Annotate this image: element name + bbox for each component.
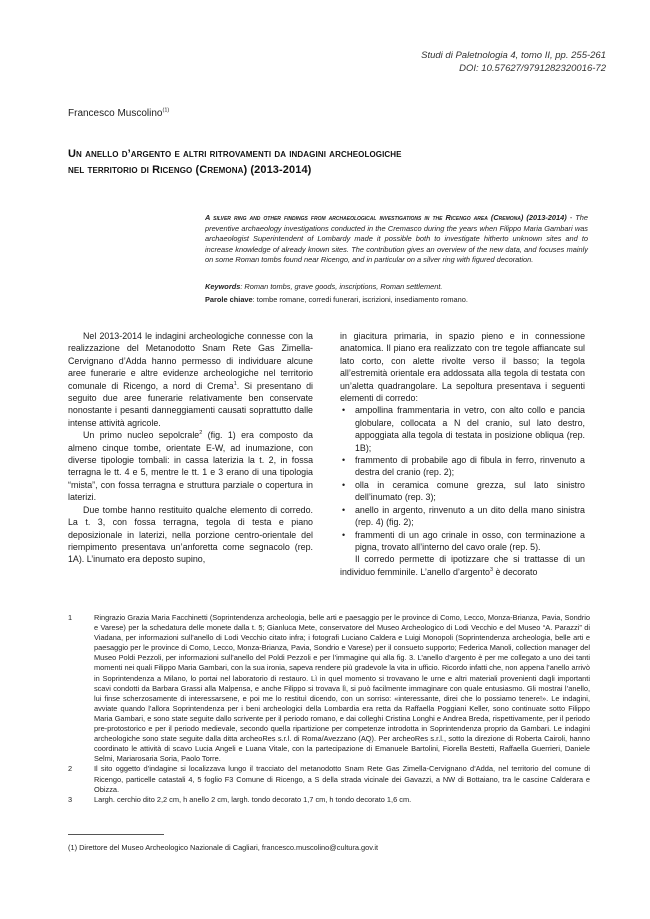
article-title <box>68 146 588 178</box>
footnote-number: 1 <box>68 613 73 622</box>
body-paragraph: Due tombe hanno restituito qualche elemento di corredo. La t. 3, con fossa terragna, tegola di testa e piano deposizionale in laterizi, nella porzione centro-orientale del riempimento presentava un’anforetta come segnacolo (rep. 1A). L’inumato era deposto supino, <box>68 504 313 565</box>
author-affiliation: (1) Direttore del Museo Archeologico Nazionale di Cagliari, francesco.muscolino@cultura.gov.it <box>68 843 379 852</box>
keywords-en-text: : Roman tombs, grave goods, inscriptions, Roman settlement. <box>240 282 443 291</box>
keywords-en <box>205 282 588 293</box>
body-paragraph <box>340 553 585 578</box>
author-name: Francesco Muscolino <box>68 108 163 119</box>
body-text: Il corredo permette di ipotizzare che si trattasse di un individuo femminile. L’anello d’argento <box>340 554 585 577</box>
footnote-number: 2 <box>68 764 73 774</box>
author-affiliation-mark: (1) <box>162 107 170 114</box>
keywords-it-text: : tombe romane, corredi funerari, iscrizioni, insediamento romano. <box>252 295 468 304</box>
body-text: Nel 2013-2014 le indagini archeologiche connesse con la realizzazione del Metanodotto Snam Rete Gas Zimella-Cervignano d’Adda hanno permesso di individuare alcune aree funerarie e altre evidenze archeologiche nel territorio comunale di Ricengo, a nord di Crema <box>68 331 313 391</box>
grave-goods-list <box>340 404 585 553</box>
footnote-text: Largh. cerchio dito 2,2 cm, h anello 2 cm, largh. tondo decorato 1,7 cm, h tondo decorato 1,6 cm. <box>94 794 412 804</box>
keywords-en-label: Keywords <box>205 282 241 291</box>
list-item: • ampollina frammentaria in vetro, con alto collo e pancia globulare, collocata a N del cranio, sul lato destro, appoggiata alla tegola di testata in posizione obliqua (rep. 1B); <box>340 404 585 454</box>
list-item: • olla in ceramica comune grezza, sul lato sinistro dell’inumato (rep. 3); <box>340 479 585 504</box>
body-text: . Si presentano di seguito due aree funerarie relativamente ben conservate nonostante i pesanti danneggiamenti causati soprattutto dalle intense attività agricole. <box>68 380 313 428</box>
body-paragraph <box>68 330 313 429</box>
keywords-it <box>205 295 588 306</box>
body-column-left <box>68 330 313 566</box>
affiliation-divider <box>68 834 164 835</box>
footnote-number: 3 <box>68 794 73 804</box>
abstract-heading: A silver ring and other findings from archaeological investigations in the Ricengo area (Cremona) (2013-2014) <box>205 213 567 222</box>
footnote-ref-2[interactable]: 2 <box>199 430 203 437</box>
footnote <box>68 613 590 764</box>
body-text: è decorato <box>493 566 538 577</box>
journal-doi: DOI: 10.57627/9791282320016-72 <box>459 62 606 74</box>
journal-citation: Studi di Paletnologia 4, tomo II, pp. 255-261 <box>421 50 606 61</box>
title-line-1: Un anello d’argento e altri ritrovamenti da indagini archeologiche <box>68 148 402 160</box>
footnote-text: Ringrazio Grazia Maria Facchinetti (Soprintendenza archeologia, belle arti e paesaggio per le province di Como, Lecco, Monza-Brianza, Pavia, Sondrio e Varese) per la schedatura delle monete dalla t. 5; Gianluca Mete, conservatore del Museo Archeologico di Lodi Vecchio e del Museo “A. Parazzi” di Viadana, per informazioni sull’anello di Lodi Vecchio citato infra; i fotografi Luciano Caldera e Luigi Monopoli (Soprintendenza archeologia, belle arti e paesaggio per le province di Como, Lecco, Monza-Brianza, Pavia, Sondrio e Varese) per il consueto supporto; Federica Manoli, collection manager del Museo Poldi Pezzoli, per informazioni sull’anello del Poldi Pezzoli e per l’immagine qui alla fig. 3. L’anello d’argento è per me collegato a uno dei tanti momenti nei quali Filippo Maria Gambari, con la sua ironia, sapeva rendere più gradevole la vita in ufficio. Ricordo infatti che, non appena l’anello arrivò in Soprintendenza a Milano, lo portai nel laboratorio di restauro. Lì in quel momento si trovavano le urne e altri materiali provenienti dagli importanti scavi condotti da Barbara Grassi alla Malpensa, e anche Filippo si trovava lì, si può facilmente immaginare con quale entusiasmo. Gli mostrai l’anello, lui finse scherzosamente di interessarsene, e poi me lo restituì dicendo, con un sorriso: «interessante, direi che lo possiamo tenere!». Le indagini, avviate quando l’allora Soprintendenza per i beni archeologici della Lombardia era retta da Raffaella Poggiani Keller, sono continuate sotto Filippo Maria Gambari, e sono state seguite dallo scrivente per il periodo romano, e dai colleghi Cristina Longhi e Andrea Breda, rispettivamente, per il periodo pre-protostorico e per il periodo medievale, secondo quella ripartizione per competenze introdotta in Soprintendenza proprio da Gambari. Le indagini archeologiche sono state seguite dalla ditta archeoRes s.r.l. di Roma/Avezzano (AQ). Per archeoRes s.r.l., sotto la direzione di Roberta Cairoli, hanno coordinato le attività di scavo Lucia Angeli e Luana Vitale, con la partecipazione di Emanuele Bartolini, Fiorella Bestetti, Raffaella Guerrieri, Daniele Selmi, Mariarosaria Soria, Paolo Torre. <box>94 613 590 764</box>
abstract-text: - The preventive archaeology investigations conducted in the Cremasco during the years when Filippo Maria Gambari was archaeologist Superintendent of Lombardy made it possible both to investigate hitherto unknown sites and to increase knowledge of already known sites. The contribution gives an overview of the new data, and focuses mainly on some Roman tombs found near Ricengo, and in particular on a silver ring with figured decoration. <box>205 213 588 265</box>
footnotes <box>68 613 590 805</box>
footnote <box>68 764 590 794</box>
body-paragraph <box>68 429 313 503</box>
body-text: (fig. 1) era composto da almeno cinque tombe, orientate E-W, ad inumazione, con diverse tipologie tombali: in cassa laterizia la t. 2, in fossa terragna le tt. 4 e 5, mentre le tt. 1 e 3 erano di una tipologia “mista”, con fossa terragna e struttura parziale o copertura in laterizi. <box>68 430 313 503</box>
title-line-2: nel territorio di Ricengo (Cremona) (2013-2014) <box>68 164 312 176</box>
list-item: • frammento di probabile ago di fibula in ferro, rinvenuto a destra del cranio (rep. 2); <box>340 454 585 479</box>
footnote-ref-1[interactable]: 1 <box>233 380 237 387</box>
keywords-it-label: Parole chiave <box>205 295 253 304</box>
body-paragraph: in giacitura primaria, in spazio pieno e in connessione anatomica. Il piano era realizzato con tre tegole affiancate sul lato corto, con alette rivolte verso il basso; la tegola all’estremità orientale era addossata alla tegola di testata con un’aletta quadrangolare. La sepoltura presentava i seguenti elementi di corredo: <box>340 331 585 404</box>
footnote-text: Il sito oggetto d’indagine si localizzava lungo il tracciato del metanodotto Snam Rete Gas Zimella-Cervignano d’Adda, nel territorio del comune di Ricengo, particelle catastali 4, 5 foglio F3 Comune di Ricengo, a S della strada vicinale dei Gavazzi, a NW di Bottaiano, tra le cascine Calderara e Obizza. <box>94 764 590 794</box>
footnote <box>68 795 590 805</box>
body-column-right <box>340 330 585 578</box>
list-item: • anello in argento, rinvenuto a un dito della mano sinistra (rep. 4) (fig. 2); <box>340 504 585 529</box>
list-item: • frammenti di un ago crinale in osso, con terminazione a pigna, trovato all’interno del cavo orale (rep. 5). <box>340 529 585 554</box>
body-text: Un primo nucleo sepolcrale <box>83 430 200 441</box>
abstract <box>205 213 588 266</box>
author-line <box>68 108 169 119</box>
footnote-ref-3[interactable]: 3 <box>489 566 494 573</box>
journal-header <box>421 50 606 75</box>
